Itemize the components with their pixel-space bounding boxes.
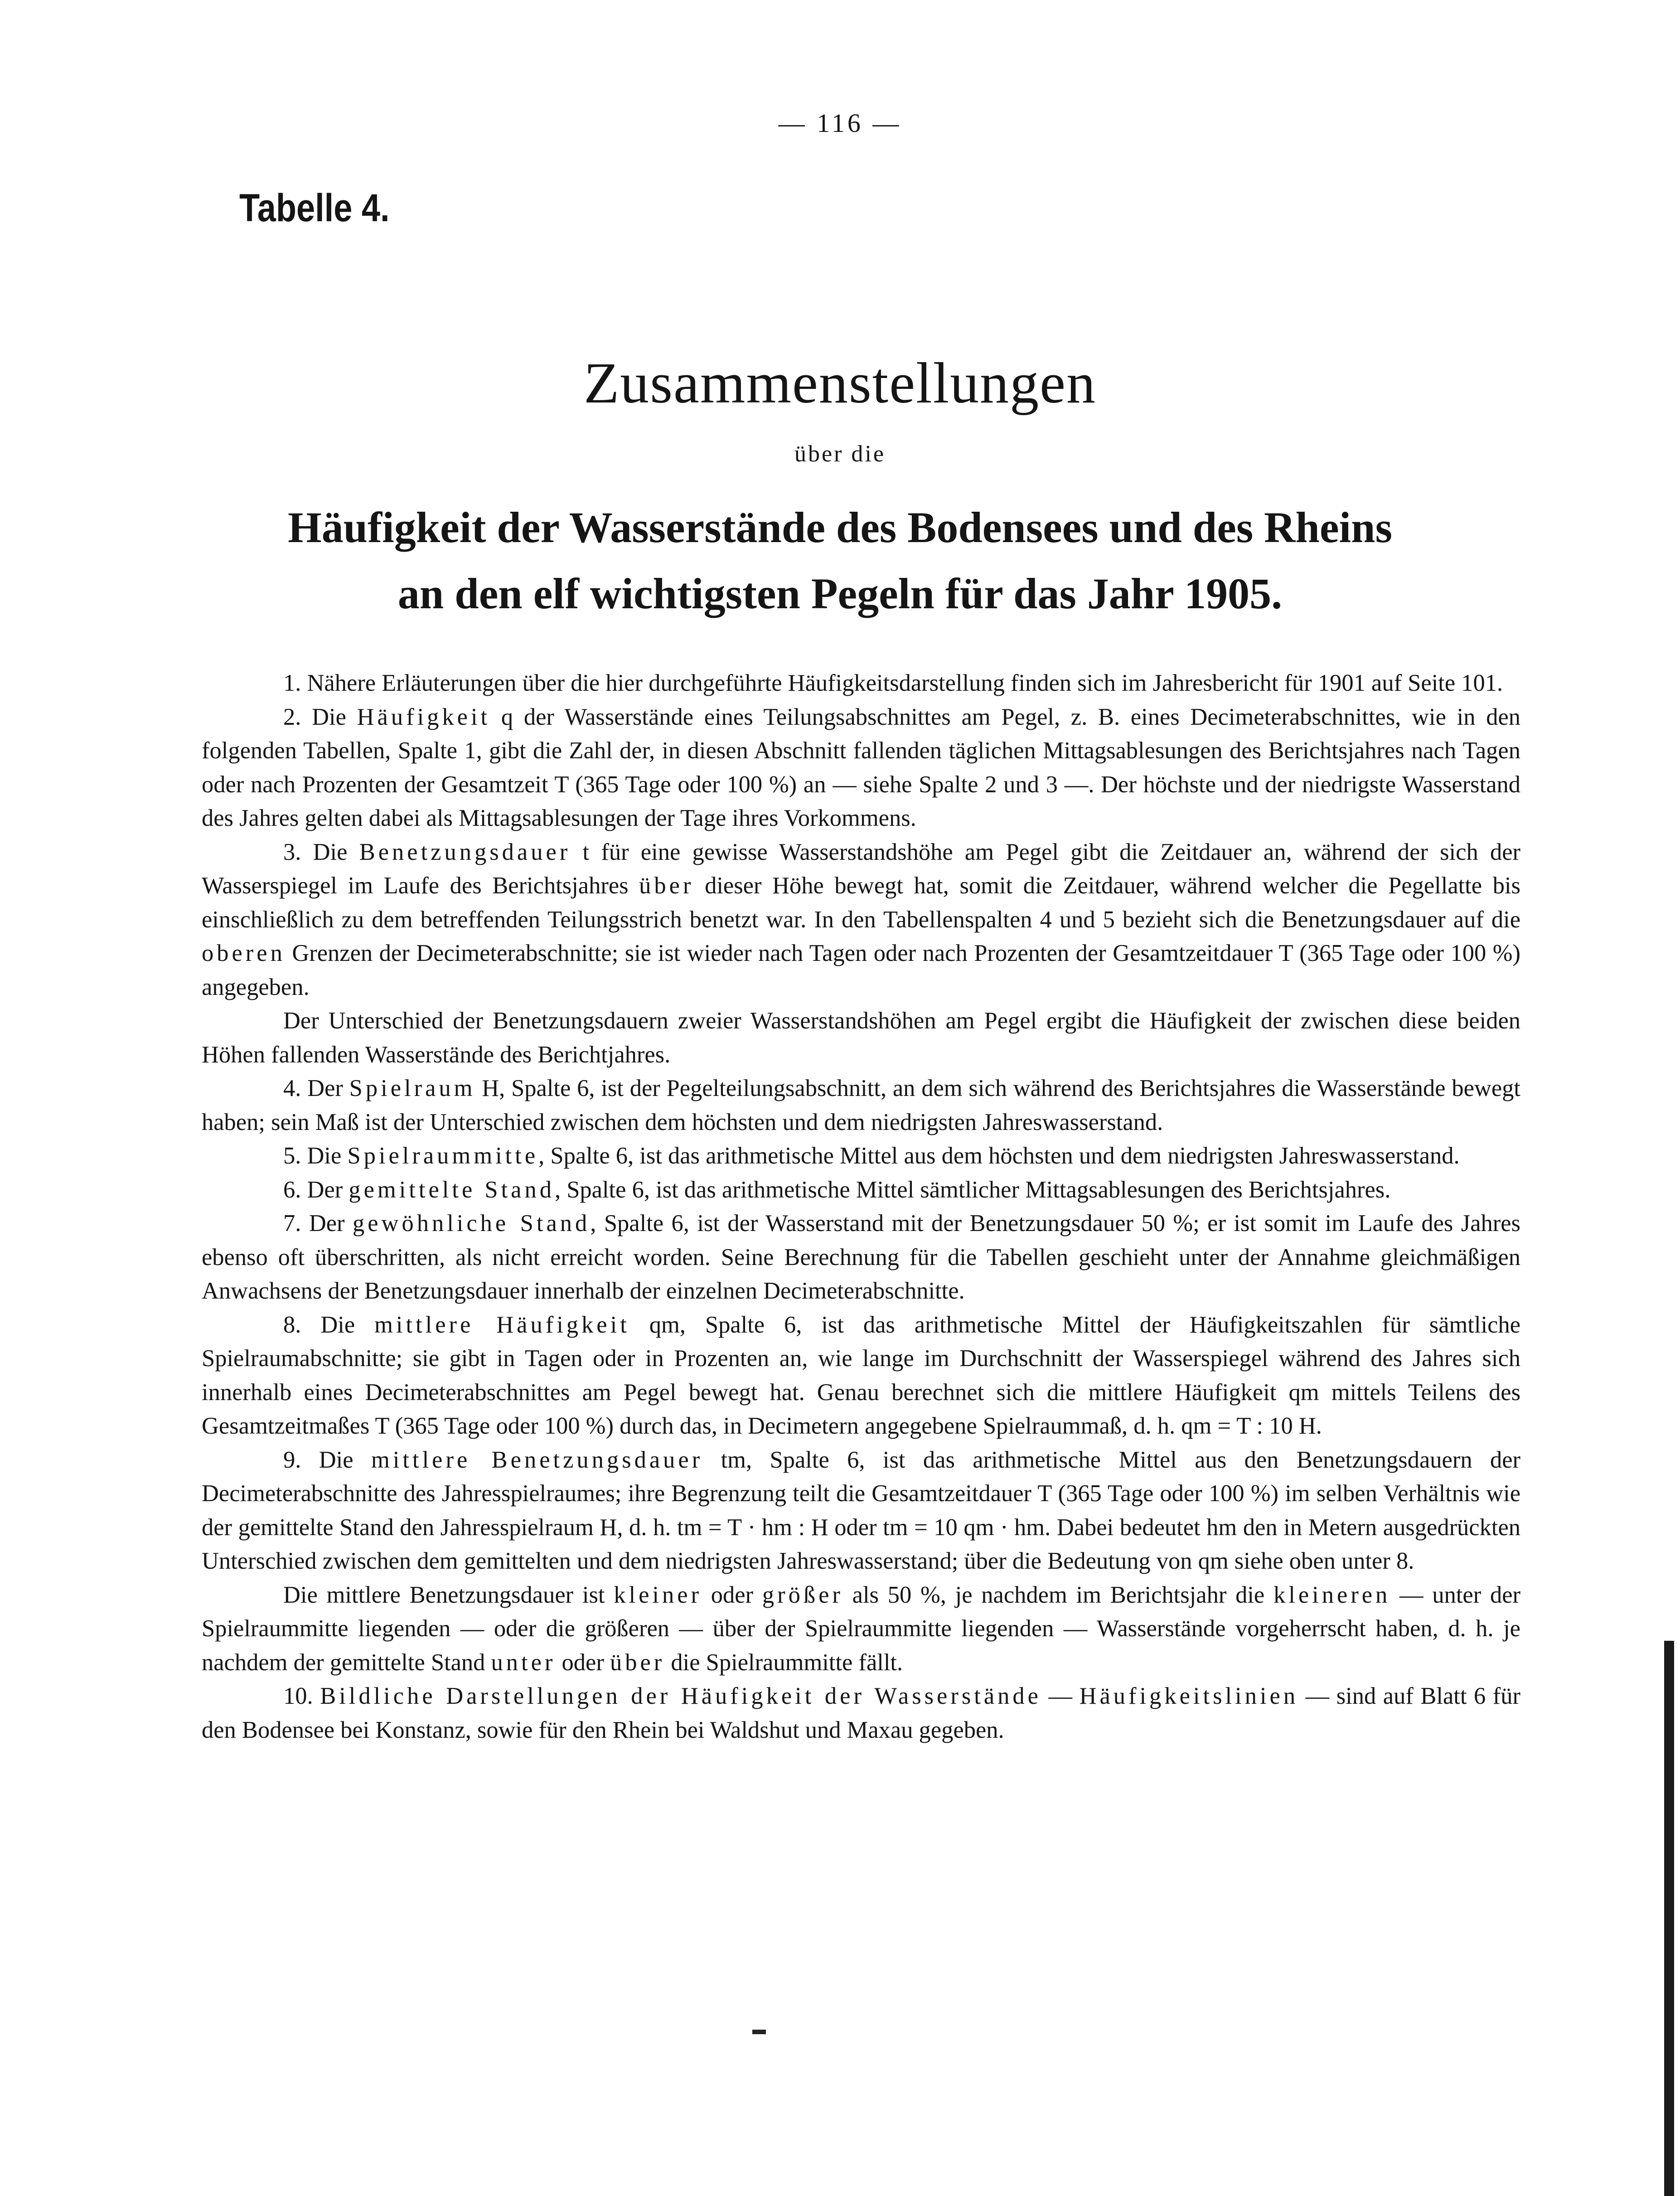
paragraph-8: [202, 1308, 1520, 1443]
paragraph-6-text-cont: , Spalte 6, ist das arithmetische Mittel sämtlicher Mittagsablesungen des Berichtsjahres.: [554, 1176, 1391, 1203]
paragraph-9-note: [202, 1578, 1520, 1680]
page-title: Zusammenstellungen: [584, 351, 1096, 415]
paragraph-9-note-text: Die mittlere Benetzungsdauer ist: [283, 1581, 614, 1608]
paragraph-3-note-text: Der Unterschied der Benetzungsdauern zweier Wasserstandshöhen am Pegel ergibt die Häufigkeit der zwischen diese beiden Höhen fallenden Wasserstände des Berichtjahres.: [202, 1008, 1520, 1068]
paragraph-4-text-cont: H, Spalte 6, ist der Pegelteilungsabschnitt, an dem sich während des Berichtsjahres die Wasserstände bewegt haben; sein Maß ist der Unterschied zwischen dem höchsten und dem niedrigsten Jahreswasserstand.: [202, 1075, 1520, 1135]
term-spielraummitte: Spielraummitte: [347, 1143, 539, 1169]
paragraph-9-note-cont2: — unter der Spielraummitte liegenden — oder die größeren — über der Spielraummitte liegenden — Wasserstände vorgeherrscht haben, d. h. je nachdem der gemittelte Stand: [202, 1581, 1520, 1676]
term-gemittelter-stand: gemittelte Stand: [349, 1176, 555, 1203]
term-groesser: größer: [762, 1581, 843, 1608]
paragraph-3-text-cont2: dieser Höhe bewegt hat, somit die Zeitdauer, während welcher die Pegellatte bis einschließlich zu dem betreffenden Teilungsstrich benetzt war. In den Tabellenspalten 4 und 5 bezieht sich die Benetzungsdauer auf die: [202, 873, 1520, 933]
paragraph-3-note: [202, 1004, 1520, 1071]
paragraph-10-text: 10.: [283, 1683, 320, 1709]
paragraph-5: [202, 1139, 1520, 1173]
subtitle-line-2: an den elf wichtigsten Pegeln für das Jahr 1905.: [397, 569, 1283, 618]
term-haeufigkeitslinien: Häufigkeitslinien: [1079, 1683, 1299, 1709]
paragraph-9-text: 9. Die: [283, 1446, 371, 1473]
paragraph-6: [202, 1173, 1520, 1207]
paragraph-3-text-cont3: Grenzen der Decimeterabschnitte; sie ist wieder nach Tagen oder nach Prozenten der Gesamtzeitdauer T (365 Tage oder 100 %) angegeben.: [202, 940, 1520, 1000]
paragraph-2: [202, 700, 1520, 835]
paragraph-3: [202, 835, 1520, 1004]
term-ueber: über: [639, 873, 694, 899]
paragraph-9-note-end: die Spielraummitte fällt.: [665, 1649, 903, 1676]
paragraph-8-text: 8. Die: [283, 1311, 375, 1338]
term-kleineren: kleineren: [1273, 1581, 1391, 1608]
paragraph-7: [202, 1207, 1520, 1308]
paragraph-5-text-cont: , Spalte 6, ist das arithmetische Mittel aus dem höchsten und dem niedrigsten Jahreswasserstand.: [538, 1143, 1460, 1169]
paragraph-9-note-cont: als 50 %, je nachdem im Berichtsjahr die: [843, 1581, 1273, 1608]
paragraph-10-text-cont: — sind auf Blatt 6 für den Bodensee bei Konstanz, sowie für den Rhein bei Waldshut und Maxau gegeben.: [202, 1683, 1521, 1743]
paragraph-1: [202, 666, 1520, 700]
term-bildliche-darstellungen: Bildliche Darstellungen der Häufigkeit der Wasserstände: [320, 1683, 1041, 1709]
paragraph-10: [202, 1679, 1520, 1747]
paragraph-8-text-cont: qm, Spalte 6, ist das arithmetische Mittel der Häufigkeitszahlen für sämtliche Spielraumabschnitte; sie gibt in Tagen oder in Prozenten an, wie lange im Durchschnitt der Wasserspiegel während des Jahres sich innerhalb eines Decimeterabschnittes am Pegel bewegt hat. Genau berechnet sich die mittlere Häufigkeit qm mittels Teilens des Gesamtzeitmaßes T (365 Tage oder 100 %) durch das, in Decimetern angegebene Spielraummaß, d. h. qm = T : 10 H.: [202, 1311, 1520, 1439]
paragraph-9-note-oder2: oder: [556, 1649, 610, 1676]
paragraph-3-text: 3. Die: [283, 839, 359, 865]
table-label: Tabelle 4.: [239, 186, 390, 230]
subtitle-line-1: Häufigkeit der Wasserstände des Bodensees und des Rheins: [288, 503, 1392, 552]
paragraph-9-note-oder: oder: [702, 1581, 762, 1608]
paragraph-7-text: 7. Der: [283, 1210, 353, 1236]
paragraph-1-text: 1. Nähere Erläuterungen über die hier durchgeführte Häufigkeitsdarstellung finden sich im Jahresbericht für 1901 auf Seite 101.: [283, 670, 1503, 696]
term-benetzungsdauer: Benetzungsdauer: [359, 839, 571, 865]
term-spielraum: Spielraum: [349, 1075, 476, 1101]
term-ueber-2: über: [610, 1649, 665, 1676]
explanation-body: [202, 666, 1520, 1747]
term-mittlere-haeufigkeit: mittlere Häufigkeit: [374, 1311, 630, 1338]
scan-edge-shadow: [1664, 1641, 1674, 2196]
paragraph-10-dash: —: [1041, 1683, 1080, 1709]
paragraph-4-text: 4. Der: [283, 1075, 349, 1101]
term-mittlere-benetzungsdauer: mittlere Benetzungsdauer: [371, 1446, 703, 1473]
paragraph-3-text-cont: t für eine gewisse Wasserstandshöhe am Pegel gibt die Zeitdauer an, während der sich der Wasserspiegel im Laufe des Berichtsjahres: [202, 839, 1520, 899]
paragraph-7-text-cont: , Spalte 6, ist der Wasserstand mit der Benetzungsdauer 50 %; er ist somit im Laufe des Jahres ebenso oft überschritten, als nicht erreicht worden. Seine Berechnung für die Tabellen geschieht unter der Annahme gleichmäßigen Anwachsens der Benetzungsdauer innerhalb der einzelnen Decimeterabschnitte.: [202, 1210, 1520, 1304]
page-number: — 116 —: [778, 108, 902, 138]
term-unter: unter: [491, 1649, 556, 1676]
paragraph-4: [202, 1071, 1520, 1139]
paragraph-2-text: 2. Die: [283, 703, 357, 730]
term-haeufigkeit: Häufigkeit: [357, 703, 491, 730]
paragraph-9-text-cont: tm, Spalte 6, ist das arithmetische Mittel aus den Benetzungsdauern der Decimeterabschnitte des Jahresspielraumes; ihre Begrenzung teilt die Gesamtzeitdauer T (365 Tage oder 100 %) im selben Verhältnis wie der gemittelte Stand den Jahresspielraum H, d. h. tm = T · hm : H oder tm = 10 qm · hm. Dabei bedeutet hm den in Metern ausgedrückten Unterschied zwischen dem gemittelten und dem niedrigsten Jahreswasserstand; über die Bedeutung von qm siehe oben unter 8.: [202, 1446, 1521, 1574]
footer-mark: [752, 2030, 766, 2034]
title-connector: über die: [794, 441, 886, 467]
paragraph-9: [202, 1443, 1520, 1578]
term-oberen: oberen: [202, 940, 286, 966]
paragraph-5-text: 5. Die: [283, 1143, 348, 1169]
term-kleiner: kleiner: [614, 1581, 702, 1608]
paragraph-2-text-cont: q der Wasserstände eines Teilungsabschnittes am Pegel, z. B. eines Decimeterabschnittes, wie in den folgenden Tabellen, Spalte 1, gibt die Zahl der, in diesen Abschnitt fallenden täglichen Mittagsablesungen des Berichtsjahres nach Tagen oder nach Prozenten der Gesamtzeit T (365 Tage oder 100 %) an — siehe Spalte 2 und 3 —. Der höchste und der niedrigste Wasserstand des Jahres gelten dabei als Mittagsablesungen der Tage ihres Vorkommens.: [202, 703, 1520, 831]
paragraph-6-text: 6. Der: [283, 1176, 349, 1203]
term-gewoehnlicher-stand: gewöhnliche Stand: [352, 1210, 591, 1236]
